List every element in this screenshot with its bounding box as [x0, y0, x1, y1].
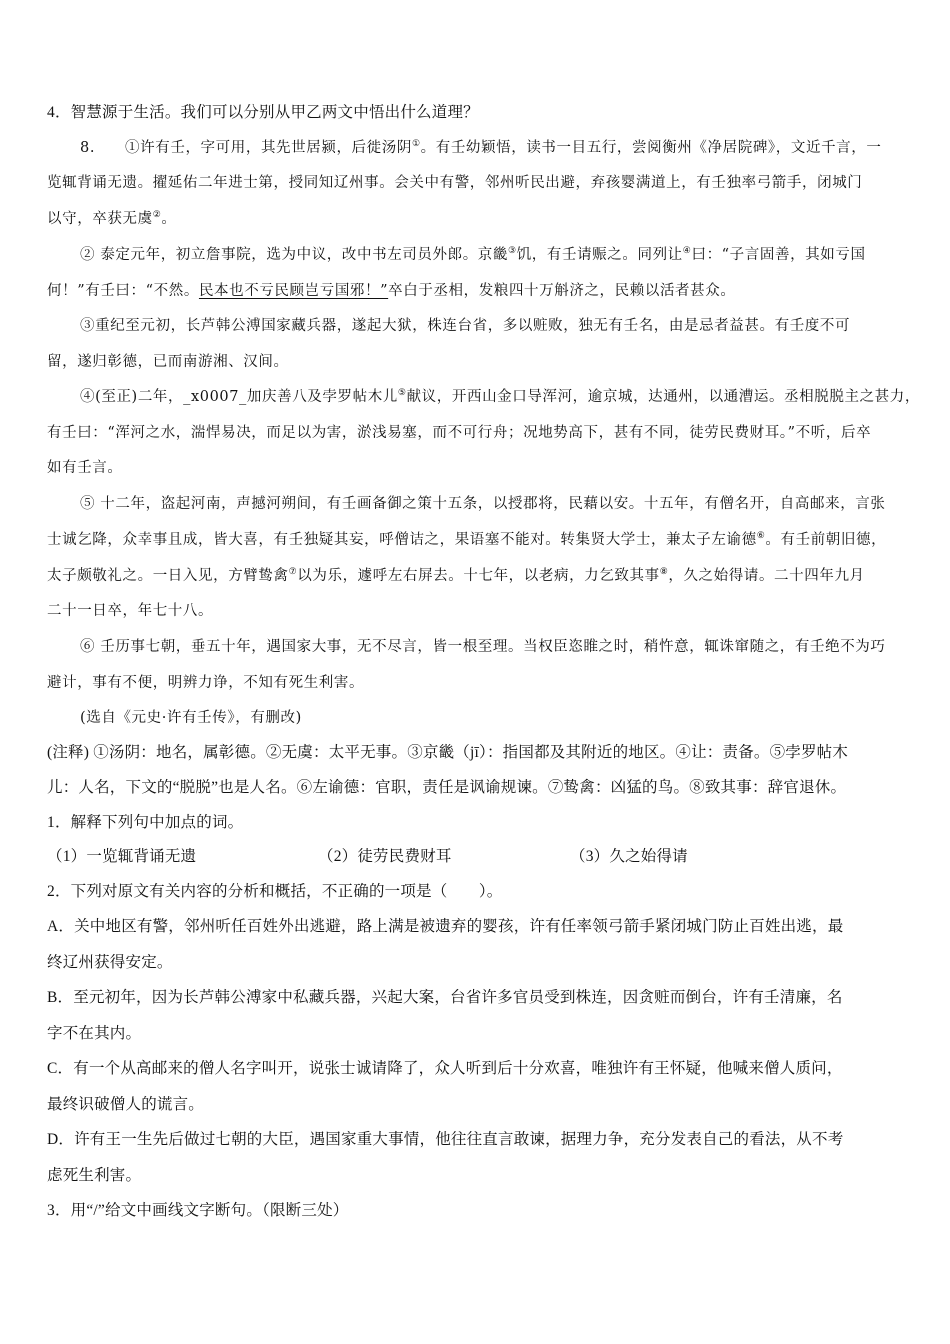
question-2-prompt: 2．下列对原文有关内容的分析和概括，不正确的一项是（ ）。: [47, 883, 503, 900]
question-4-prompt: 4．智慧源于生活。我们可以分别从甲乙两文中悟出什么道理？: [47, 104, 479, 121]
passage-paragraph-3-line-2: 留，遂归彰德，已而南游湘、汉间。: [47, 354, 289, 370]
question-number: 8.: [80, 140, 96, 156]
passage-paragraph-6-line-2: 避计，事有不便，明辨力诤，不知有死生利害。: [47, 675, 365, 691]
notes-line-2: 儿：人名，下文的“脱脱”也是人名。⑥左谕德：官职，责任是讽谕规谏。⑦鸷禽：凶猛的鸟。⑧致其事：辞官退休。: [47, 779, 847, 796]
passage-paragraph-4-line-1: ④(至正)二年，_x0007_加庆善八及孛罗帖木儿⑤献议，开西山金口导浑河，逾京城，达通州，以通漕运。丞相脱脱主之甚力，: [80, 388, 920, 405]
question-3-prompt: 3．用“/”给文中画线文字断句。（限断三处）: [47, 1202, 349, 1219]
question-2-option-a-line-2: 终辽州获得安定。: [47, 954, 173, 971]
passage-paragraph-5-line-3: 太子颇敬礼之。一日入见，方臂鸷禽⑦以为乐，遽呼左右屏去。十七年，以老病，力乞致其事⑧，久之始得请。二十四年九月: [47, 567, 865, 584]
passage-paragraph-4-line-2: 有壬曰：“浑河之水，湍悍易决，而足以为害，淤浅易塞，而不可行舟；况地势高下，甚有不同，徒劳民费财耳。”不听，后卒: [47, 425, 872, 441]
passage-paragraph-5-line-4: 二十一日卒，年七十八。: [47, 603, 214, 619]
passage-paragraph-4-line-3: 如有壬言。: [47, 460, 123, 476]
underlined-passage: 民本也不亏民顾岂亏国邪！”: [198, 283, 389, 299]
passage-paragraph-2-line-2: 何！”有壬曰：“不然。民本也不亏民顾岂亏国邪！”卒白于丞相，发粮四十万斛济之，民赖以活者甚众。: [47, 283, 736, 299]
footnote-marker: ③: [508, 246, 517, 256]
passage-paragraph-3-line-1: ③重纪至元初，长芦韩公溥国家藏兵器，遂起大狱，株连台省，多以赃败，独无有壬名，由是忌者益甚。有壬度不可: [80, 318, 851, 334]
question-2-option-b-line-2: 字不在其内。: [47, 1025, 142, 1042]
passage-source: (选自《元史·许有壬传》，有删改): [80, 710, 302, 726]
question-1-prompt: 1．解释下列句中加点的词。: [47, 814, 244, 831]
question-1-item-2: （2）徒劳民费财耳: [318, 848, 452, 865]
passage-paragraph-1-line-2: 览辄背诵无遗。擢延佑二年进士第，授同知辽州事。会关中有警，邻州听民出避，弃孩婴满道上，有壬独率弓箭手，闭城门: [47, 175, 863, 191]
question-2-option-c-line-1: C．有一个从高邮来的僧人名字叫开，说张士诚请降了，众人听到后十分欢喜，唯独许有王怀疑，他喊来僧人质问，: [47, 1060, 843, 1077]
passage-paragraph-1-line-1: 8. ①许有壬，字可用，其先世居颍，后徙汤阴①。有壬幼颖悟，读书一目五行，尝阅衡州《净居院碑》，文近千言，一: [80, 139, 882, 156]
question-1-item-3: （3）久之始得请: [570, 848, 688, 865]
question-2-option-b-line-1: B．至元初年，因为长芦韩公溥家中私藏兵器，兴起大案，台省许多官员受到株连，因贪赃而倒台，许有壬清廉，名: [47, 989, 843, 1006]
footnote-marker: ⑧: [659, 567, 669, 577]
passage-paragraph-2-line-1: ② 泰定元年，初立詹事院，选为中议，改中书左司员外郎。京畿③饥，有壬请赈之。同列让④曰：“子言固善，其如亏国: [80, 246, 866, 263]
footnote-marker: ④: [682, 246, 692, 256]
notes-line-1: (注释) ①汤阴：地名，属彰德。②无虞：太平无事。③京畿（jī）：指国都及其附近的地区。④让：责备。⑤孛罗帖木: [47, 744, 849, 761]
passage-paragraph-5-line-2: 士诚乞降，众幸事且成，皆大喜，有壬独疑其妄，呼僧诘之，果语塞不能对。转集贤大学士，兼太子左谕德⑥。有壬前朝旧德，: [47, 531, 887, 548]
question-2-option-d-line-2: 虑死生利害。: [47, 1167, 142, 1184]
footnote-marker: ⑥: [756, 531, 766, 541]
footnote-marker: ⑤: [397, 388, 407, 398]
footnote-marker: ①: [411, 139, 421, 149]
question-1-item-1: （1）一览辄背诵无遗: [47, 848, 197, 865]
footnote-marker: ②: [152, 210, 162, 220]
passage-paragraph-5-line-1: ⑤ 十二年，盗起河南，声撼河朔间，有壬画备御之策十五条，以授郡将，民藉以安。十五年，有僧名开，自高邮来，言张: [80, 496, 886, 512]
question-2-option-d-line-1: D．许有王一生先后做过七朝的大臣，遇国家重大事情，他往往直言敢谏，据理力争，充分发表自己的看法，从不考: [47, 1131, 844, 1148]
question-2-option-a-line-1: A．关中地区有警，邻州听任百姓外出逃避，路上满是被遗弃的婴孩，许有任率领弓箭手紧闭城门防止百姓出逃，最: [47, 918, 844, 935]
passage-paragraph-1-line-3: 以守，卒获无虞②。: [47, 210, 177, 227]
passage-paragraph-6-line-1: ⑥ 壬历事七朝，垂五十年，遇国家大事，无不尽言，皆一根至理。当权臣恣睢之时，稍忤意，辄诛窜随之，有壬绝不为巧: [80, 639, 886, 655]
footnote-marker: ⑦: [288, 567, 298, 577]
question-2-option-c-line-2: 最终识破僧人的谎言。: [47, 1096, 205, 1113]
